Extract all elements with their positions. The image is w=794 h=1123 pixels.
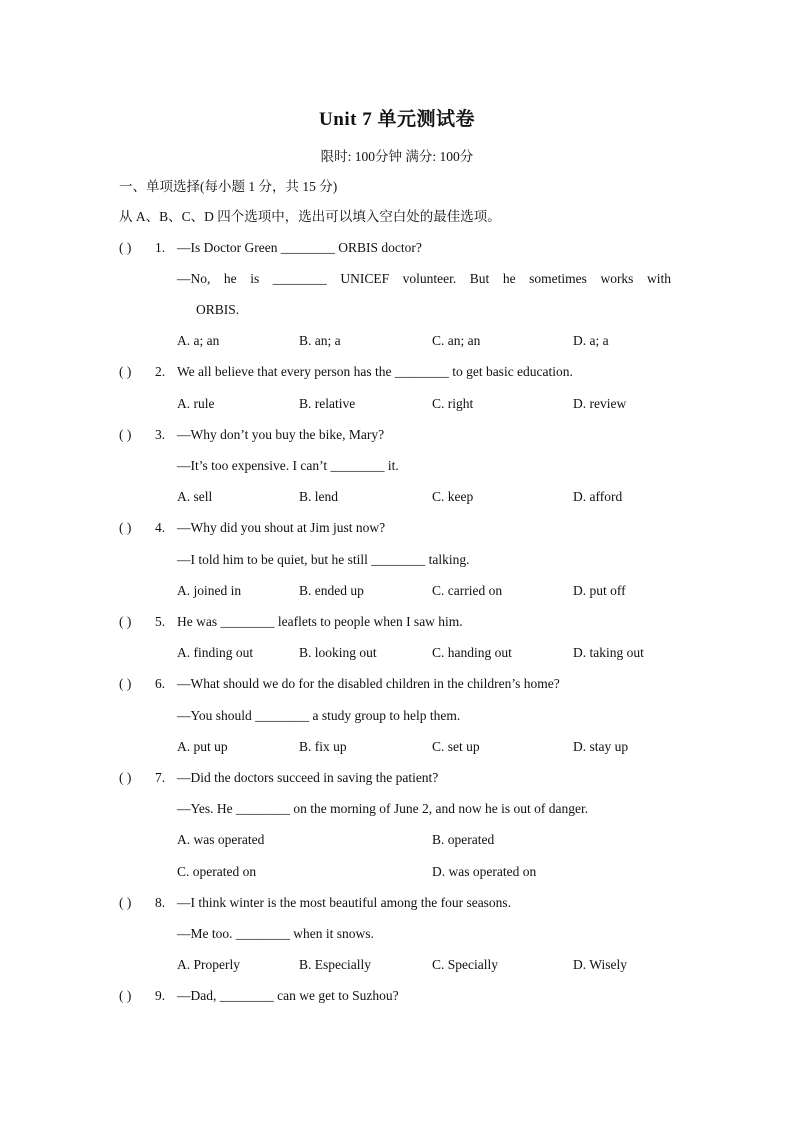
question-line: —No, he is ________ UNICEF volunteer. But he sometimes works with [177,271,671,286]
question-number: 4. [155,520,166,535]
option-b[interactable]: B. relative [299,396,356,411]
question-8 [119,895,511,911]
question-number: 9. [155,988,166,1003]
option-d[interactable]: D. stay up [573,739,629,754]
answer-blank[interactable]: ( ) [119,364,132,379]
option-a[interactable]: A. sell [177,489,213,504]
option-c[interactable]: C. an; an [432,333,481,348]
answer-blank[interactable]: ( ) [119,676,132,691]
option-a[interactable]: A. a; an [177,333,220,348]
question-7 [119,770,438,786]
section-instruction: 从 A、B、C、D 四个选项中，选出可以填入空白处的最佳选项。 [119,209,501,224]
page-title: Unit 7 单元测试卷 [319,109,475,130]
question-number: 5. [155,614,166,629]
question-line: —Why did you shout at Jim just now? [177,520,386,535]
option-b[interactable]: B. looking out [299,645,377,660]
question-line: We all believe that every person has the ________ to get basic education. [177,364,573,379]
option-c[interactable]: C. operated on [177,864,257,879]
question-number: 8. [155,895,166,910]
option-d[interactable]: D. Wisely [573,957,627,972]
question-line: —Why don’t you buy the bike, Mary? [177,427,385,442]
option-d[interactable]: D. taking out [573,645,644,660]
question-number: 2. [155,364,166,379]
answer-blank[interactable]: ( ) [119,520,132,535]
option-a[interactable]: A. joined in [177,583,242,598]
question-3 [119,427,384,443]
question-number: 1. [155,240,166,255]
question-line: —Is Doctor Green ________ ORBIS doctor? [177,240,422,255]
option-c[interactable]: C. right [432,396,474,411]
option-a[interactable]: A. Properly [177,957,240,972]
answer-blank[interactable]: ( ) [119,988,132,1003]
question-4 [119,520,385,536]
option-c[interactable]: C. set up [432,739,480,754]
question-line: —Dad, ________ can we get to Suzhou? [177,988,399,1003]
question-line: —I told him to be quiet, but he still ________ talking. [177,552,470,567]
option-a[interactable]: A. rule [177,396,215,411]
question-9 [119,988,399,1004]
question-line: —Me too. ________ when it snows. [177,926,374,941]
option-d[interactable]: D. was operated on [432,864,537,879]
question-line: —You should ________ a study group to help them. [177,708,461,723]
question-line: —Did the doctors succeed in saving the patient? [177,770,439,785]
time-and-score-info: 限时: 100分钟 满分: 100分 [320,149,474,164]
option-d[interactable]: D. put off [573,583,626,598]
question-line: —Yes. He ________ on the morning of June 2, and now he is out of danger. [177,801,589,816]
option-a[interactable]: A. finding out [177,645,254,660]
option-d[interactable]: D. a; a [573,333,609,348]
answer-blank[interactable]: ( ) [119,614,132,629]
question-6 [119,676,560,692]
option-a[interactable]: A. was operated [177,832,265,847]
option-b[interactable]: B. ended up [299,583,364,598]
option-a[interactable]: A. put up [177,739,228,754]
option-b[interactable]: B. fix up [299,739,347,754]
option-c[interactable]: C. Specially [432,957,498,972]
section-heading: 一、单项选择(每小题 1 分，共 15 分) [119,179,338,194]
option-c[interactable]: C. carried on [432,583,503,598]
answer-blank[interactable]: ( ) [119,427,132,442]
option-c[interactable]: C. keep [432,489,474,504]
option-d[interactable]: D. review [573,396,627,411]
question-number: 7. [155,770,166,785]
question-line: —What should we do for the disabled children in the children’s home? [177,676,560,691]
question-2 [119,364,573,380]
answer-blank[interactable]: ( ) [119,770,132,785]
option-d[interactable]: D. afford [573,489,623,504]
option-b[interactable]: B. Especially [299,957,371,972]
question-number: 3. [155,427,166,442]
question-number: 6. [155,676,166,691]
answer-blank[interactable]: ( ) [119,895,132,910]
answer-blank[interactable]: ( ) [119,240,132,255]
option-b[interactable]: B. an; a [299,333,341,348]
question-5 [119,614,463,630]
question-line: —It’s too expensive. I can’t ________ it. [177,458,399,473]
question-line: ORBIS. [196,302,240,317]
question-1 [119,240,422,256]
question-line: —I think winter is the most beautiful among the four seasons. [177,895,512,910]
option-b[interactable]: B. operated [432,832,495,847]
question-line: He was ________ leaflets to people when I saw him. [177,614,463,629]
option-b[interactable]: B. lend [299,489,338,504]
option-c[interactable]: C. handing out [432,645,512,660]
